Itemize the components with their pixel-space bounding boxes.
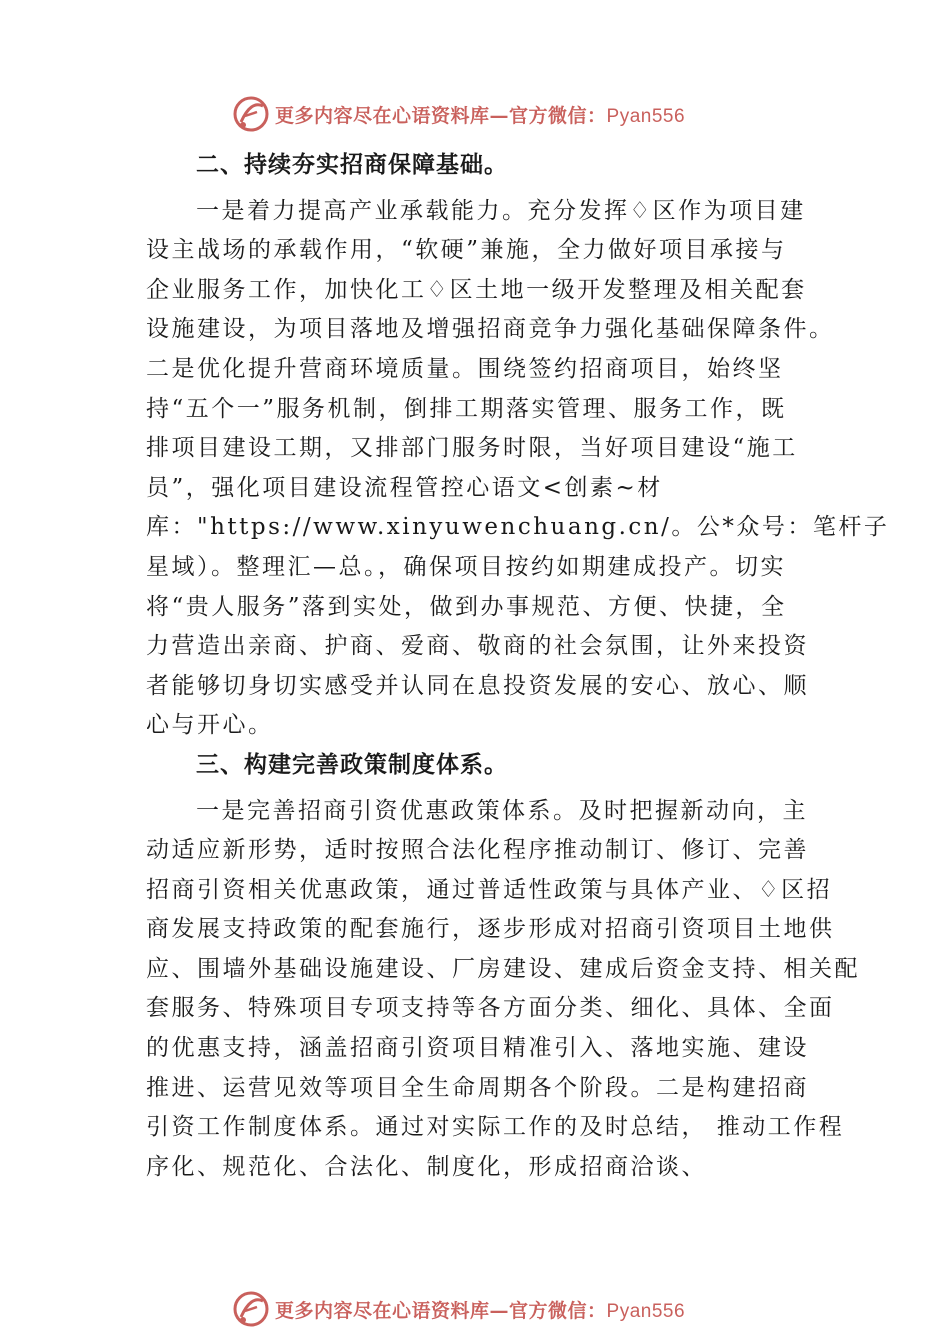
paragraph-line: 者能够切身切实感受并认同在息投资发展的安心、放心、顺 (146, 672, 809, 699)
paragraph-line: 持“五个一”服务机制，倒排工期落实管理、服务工作，既 (146, 395, 787, 422)
banner-text-en: Pyan556 (606, 1300, 686, 1322)
paragraph-line: 企业服务工作，加快化工♢区土地一级开发整理及相关配套 (146, 276, 807, 303)
banner-text (275, 101, 685, 128)
paragraph-line: 将“贵人服务”落到实处，做到办事规范、方便、快捷，全 (146, 593, 787, 620)
header-watermark-banner (231, 94, 721, 134)
paragraph-2 (146, 792, 860, 1188)
paragraph-line: 推进、运营见效等项目全生命周期各个阶段。二是构建招商 (146, 1074, 809, 1101)
paragraph-1 (146, 192, 890, 746)
paragraph-line: 库："https://www.xinyuwenchuang.cn/。公*众号：笔杆子 (146, 514, 890, 541)
logo-icon (231, 94, 271, 134)
paragraph-line: 排项目建设工期，又排部门服务时限，当好项目建设“施工 (146, 435, 798, 462)
logo-icon (231, 1289, 271, 1329)
paragraph-line: 力营造出亲商、护商、爱商、敬商的社会氛围，让外来投资 (146, 633, 809, 660)
document-body (146, 146, 890, 1187)
paragraph-line: 商发展支持政策的配套施行，逐步形成对招商引资项目土地供 (146, 916, 835, 943)
paragraph-line: 一是着力提高产业承载能力。充分发挥♢区作为项目建 (196, 197, 806, 224)
paragraph-line: 序化、规范化、合法化、制度化，形成招商洽谈、 (146, 1153, 707, 1180)
banner-text-cn: 更多内容尽在心语资料库—官方微信： (275, 1299, 607, 1322)
footer-watermark-banner (231, 1289, 721, 1329)
banner-text-cn: 更多内容尽在心语资料库—官方微信： (275, 104, 607, 127)
paragraph-line: 应、围墙外基础设施建设、厂房建设、建成后资金支持、相关配 (146, 955, 860, 982)
section-heading-2: 二、持续夯实招商保障基础。 (196, 152, 508, 178)
paragraph-line: 设施建设，为项目落地及增强招商竞争力强化基础保障条件。 (146, 316, 835, 343)
paragraph-line: 引资工作制度体系。通过对实际工作的及时总结， 推动工作程 (146, 1114, 845, 1141)
paragraph-line: 招商引资相关优惠政策，通过普适性政策与具体产业、♢区招 (146, 876, 833, 903)
paragraph-line: 星域）。整理汇—总。，确保项目按约如期建成投产。切实 (146, 553, 786, 580)
banner-text-en: Pyan556 (606, 105, 686, 127)
paragraph-line: 的优惠支持，涵盖招商引资项目精准引入、落地实施、建设 (146, 1035, 809, 1062)
paragraph-line: 套服务、特殊项目专项支持等各方面分类、细化、具体、全面 (146, 995, 835, 1022)
paragraph-line: 员”，强化项目建设流程管控心语文<创素~材 (146, 474, 663, 501)
paragraph-line: 设主战场的承载作用，“软硬”兼施，全力做好项目承接与 (146, 237, 787, 264)
paragraph-line: 一是完善招商引资优惠政策体系。及时把握新动向，主 (196, 797, 808, 824)
paragraph-line: 动适应新形势，适时按照合法化程序推动制订、修订、完善 (146, 837, 809, 864)
banner-text (275, 1296, 685, 1323)
paragraph-line: 心与开心。 (146, 712, 274, 739)
paragraph-line: 二是优化提升营商环境质量。围绕签约招商项目，始终坚 (146, 355, 784, 382)
section-heading-3: 三、构建完善政策制度体系。 (196, 751, 508, 778)
